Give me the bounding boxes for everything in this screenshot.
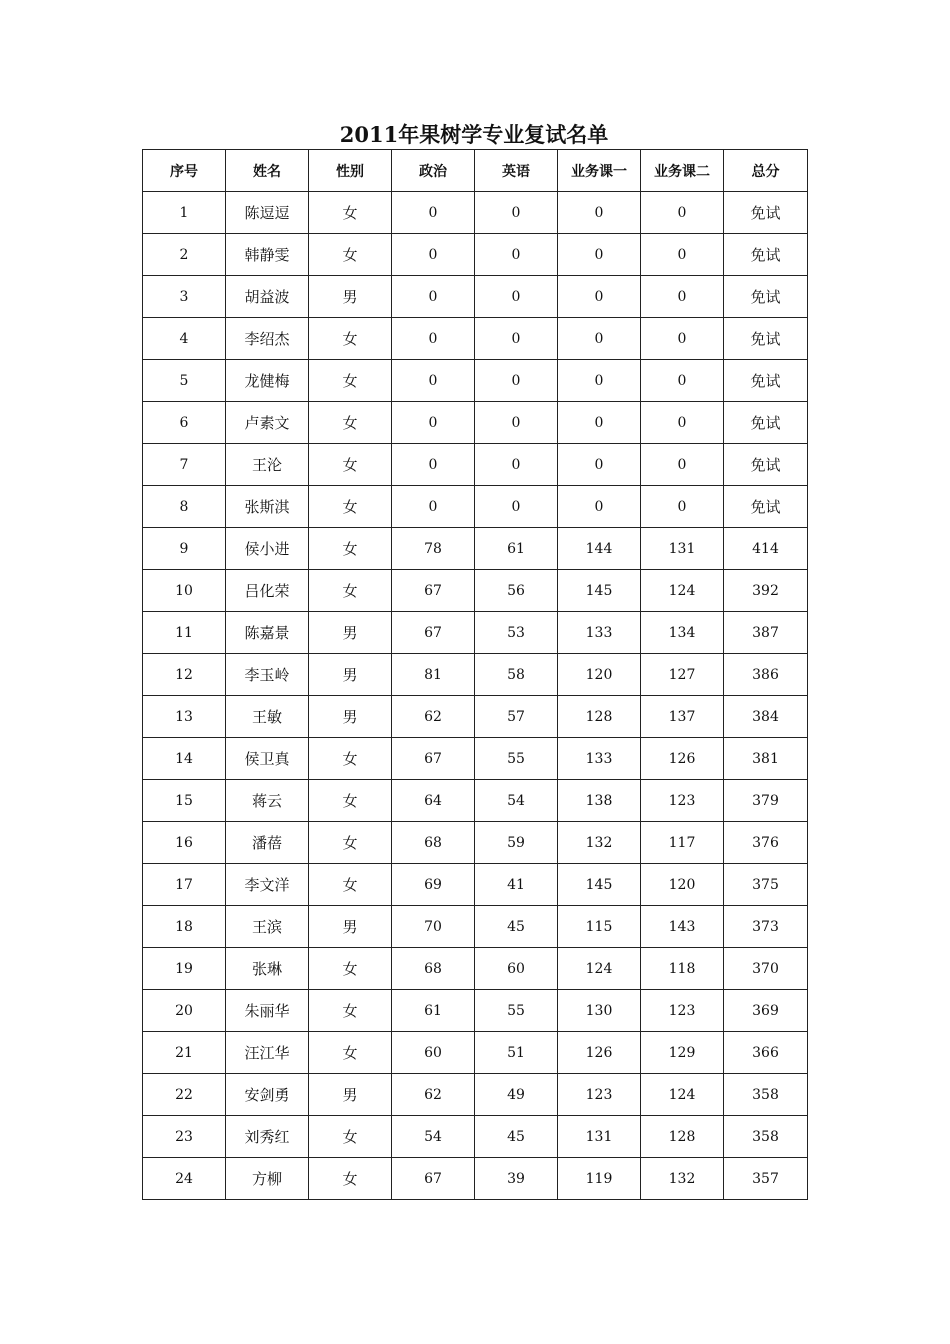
cell-english: 61 <box>475 528 558 570</box>
cell-gender: 男 <box>309 612 392 654</box>
cell-total: 免试 <box>724 234 808 276</box>
cell-politics: 0 <box>392 234 475 276</box>
cell-english: 0 <box>475 318 558 360</box>
cell-course-two: 120 <box>641 864 724 906</box>
cell-name: 汪江华 <box>226 1032 309 1074</box>
cell-name: 李绍杰 <box>226 318 309 360</box>
cell-gender: 男 <box>309 276 392 318</box>
cell-total: 免试 <box>724 276 808 318</box>
cell-seq: 14 <box>143 738 226 780</box>
table-row <box>143 1116 808 1158</box>
cell-politics: 60 <box>392 1032 475 1074</box>
cell-seq: 3 <box>143 276 226 318</box>
cell-course-one: 131 <box>558 1116 641 1158</box>
cell-total: 384 <box>724 696 808 738</box>
cell-gender: 女 <box>309 444 392 486</box>
cell-course-two: 132 <box>641 1158 724 1200</box>
cell-seq: 13 <box>143 696 226 738</box>
cell-politics: 0 <box>392 276 475 318</box>
cell-course-one: 0 <box>558 318 641 360</box>
cell-course-two: 0 <box>641 318 724 360</box>
cell-course-one: 0 <box>558 276 641 318</box>
cell-gender: 女 <box>309 822 392 864</box>
header-course-one: 业务课一 <box>558 150 641 192</box>
table-row <box>143 1158 808 1200</box>
table-row <box>143 444 808 486</box>
cell-english: 55 <box>475 738 558 780</box>
cell-politics: 78 <box>392 528 475 570</box>
cell-course-two: 0 <box>641 402 724 444</box>
table-row <box>143 654 808 696</box>
table-row <box>143 360 808 402</box>
cell-gender: 女 <box>309 486 392 528</box>
cell-total: 379 <box>724 780 808 822</box>
cell-seq: 21 <box>143 1032 226 1074</box>
cell-total: 358 <box>724 1074 808 1116</box>
cell-english: 0 <box>475 360 558 402</box>
cell-total: 免试 <box>724 402 808 444</box>
cell-name: 侯卫真 <box>226 738 309 780</box>
cell-english: 39 <box>475 1158 558 1200</box>
cell-seq: 7 <box>143 444 226 486</box>
table-row <box>143 486 808 528</box>
cell-course-two: 124 <box>641 1074 724 1116</box>
cell-course-two: 123 <box>641 990 724 1032</box>
header-politics: 政治 <box>392 150 475 192</box>
cell-course-one: 123 <box>558 1074 641 1116</box>
cell-gender: 女 <box>309 1032 392 1074</box>
cell-english: 60 <box>475 948 558 990</box>
cell-total: 373 <box>724 906 808 948</box>
cell-seq: 20 <box>143 990 226 1032</box>
cell-english: 41 <box>475 864 558 906</box>
cell-total: 392 <box>724 570 808 612</box>
cell-english: 58 <box>475 654 558 696</box>
cell-politics: 0 <box>392 444 475 486</box>
cell-total: 376 <box>724 822 808 864</box>
table-row <box>143 234 808 276</box>
cell-name: 方柳 <box>226 1158 309 1200</box>
header-name: 姓名 <box>226 150 309 192</box>
cell-english: 0 <box>475 192 558 234</box>
table-row <box>143 696 808 738</box>
cell-course-one: 132 <box>558 822 641 864</box>
cell-course-one: 133 <box>558 738 641 780</box>
cell-course-two: 126 <box>641 738 724 780</box>
cell-name: 安剑勇 <box>226 1074 309 1116</box>
cell-course-one: 124 <box>558 948 641 990</box>
cell-seq: 16 <box>143 822 226 864</box>
cell-name: 王敏 <box>226 696 309 738</box>
cell-course-one: 0 <box>558 360 641 402</box>
cell-course-one: 115 <box>558 906 641 948</box>
cell-politics: 62 <box>392 696 475 738</box>
cell-course-one: 130 <box>558 990 641 1032</box>
cell-gender: 女 <box>309 318 392 360</box>
cell-course-two: 0 <box>641 276 724 318</box>
table-row <box>143 192 808 234</box>
cell-course-two: 129 <box>641 1032 724 1074</box>
cell-course-two: 118 <box>641 948 724 990</box>
cell-english: 53 <box>475 612 558 654</box>
cell-seq: 19 <box>143 948 226 990</box>
cell-english: 56 <box>475 570 558 612</box>
cell-seq: 1 <box>143 192 226 234</box>
cell-course-one: 145 <box>558 570 641 612</box>
cell-total: 357 <box>724 1158 808 1200</box>
cell-name: 吕化荣 <box>226 570 309 612</box>
cell-name: 王沦 <box>226 444 309 486</box>
cell-politics: 67 <box>392 612 475 654</box>
table-row <box>143 402 808 444</box>
cell-course-one: 126 <box>558 1032 641 1074</box>
table-row <box>143 276 808 318</box>
table-row <box>143 570 808 612</box>
cell-gender: 女 <box>309 528 392 570</box>
cell-total: 免试 <box>724 318 808 360</box>
cell-total: 免试 <box>724 444 808 486</box>
cell-name: 潘蓓 <box>226 822 309 864</box>
cell-name: 张琳 <box>226 948 309 990</box>
table-body <box>143 192 808 1200</box>
cell-total: 414 <box>724 528 808 570</box>
cell-name: 陈逗逗 <box>226 192 309 234</box>
cell-gender: 女 <box>309 990 392 1032</box>
cell-course-one: 0 <box>558 402 641 444</box>
cell-gender: 女 <box>309 948 392 990</box>
header-total: 总分 <box>724 150 808 192</box>
cell-course-two: 0 <box>641 192 724 234</box>
cell-course-one: 0 <box>558 192 641 234</box>
cell-course-one: 0 <box>558 444 641 486</box>
cell-course-two: 127 <box>641 654 724 696</box>
cell-total: 358 <box>724 1116 808 1158</box>
header-gender: 性别 <box>309 150 392 192</box>
cell-politics: 81 <box>392 654 475 696</box>
cell-gender: 女 <box>309 570 392 612</box>
cell-gender: 男 <box>309 696 392 738</box>
cell-gender: 女 <box>309 780 392 822</box>
cell-politics: 54 <box>392 1116 475 1158</box>
cell-course-one: 138 <box>558 780 641 822</box>
cell-course-two: 128 <box>641 1116 724 1158</box>
cell-english: 0 <box>475 402 558 444</box>
cell-name: 张斯淇 <box>226 486 309 528</box>
cell-course-two: 124 <box>641 570 724 612</box>
table-row <box>143 528 808 570</box>
cell-politics: 62 <box>392 1074 475 1116</box>
cell-total: 免试 <box>724 192 808 234</box>
cell-seq: 22 <box>143 1074 226 1116</box>
cell-politics: 67 <box>392 738 475 780</box>
table-row <box>143 612 808 654</box>
cell-english: 51 <box>475 1032 558 1074</box>
table-row <box>143 738 808 780</box>
cell-seq: 17 <box>143 864 226 906</box>
cell-english: 49 <box>475 1074 558 1116</box>
cell-course-one: 144 <box>558 528 641 570</box>
cell-seq: 2 <box>143 234 226 276</box>
cell-course-two: 137 <box>641 696 724 738</box>
cell-course-one: 145 <box>558 864 641 906</box>
cell-total: 370 <box>724 948 808 990</box>
cell-course-one: 0 <box>558 486 641 528</box>
cell-gender: 女 <box>309 864 392 906</box>
header-seq: 序号 <box>143 150 226 192</box>
cell-gender: 女 <box>309 738 392 780</box>
cell-politics: 0 <box>392 486 475 528</box>
cell-course-two: 123 <box>641 780 724 822</box>
cell-name: 刘秀红 <box>226 1116 309 1158</box>
cell-course-two: 0 <box>641 234 724 276</box>
cell-name: 卢素文 <box>226 402 309 444</box>
table-row <box>143 906 808 948</box>
cell-name: 李文洋 <box>226 864 309 906</box>
cell-politics: 61 <box>392 990 475 1032</box>
table-row <box>143 1032 808 1074</box>
cell-total: 366 <box>724 1032 808 1074</box>
table-row <box>143 822 808 864</box>
cell-course-two: 0 <box>641 444 724 486</box>
cell-politics: 0 <box>392 360 475 402</box>
cell-politics: 0 <box>392 402 475 444</box>
cell-course-two: 0 <box>641 486 724 528</box>
cell-english: 54 <box>475 780 558 822</box>
cell-english: 57 <box>475 696 558 738</box>
cell-seq: 18 <box>143 906 226 948</box>
cell-english: 0 <box>475 444 558 486</box>
header-english: 英语 <box>475 150 558 192</box>
retest-roster-table <box>142 149 808 1200</box>
cell-total: 375 <box>724 864 808 906</box>
cell-total: 387 <box>724 612 808 654</box>
cell-gender: 女 <box>309 234 392 276</box>
table-row <box>143 990 808 1032</box>
cell-politics: 69 <box>392 864 475 906</box>
cell-gender: 男 <box>309 654 392 696</box>
cell-seq: 10 <box>143 570 226 612</box>
cell-gender: 男 <box>309 1074 392 1116</box>
table-header-row <box>143 150 808 192</box>
cell-politics: 70 <box>392 906 475 948</box>
cell-course-one: 0 <box>558 234 641 276</box>
cell-politics: 68 <box>392 948 475 990</box>
cell-politics: 64 <box>392 780 475 822</box>
cell-name: 侯小进 <box>226 528 309 570</box>
cell-seq: 12 <box>143 654 226 696</box>
cell-politics: 0 <box>392 192 475 234</box>
cell-course-two: 131 <box>641 528 724 570</box>
cell-politics: 68 <box>392 822 475 864</box>
table-row <box>143 864 808 906</box>
cell-politics: 67 <box>392 1158 475 1200</box>
table-row <box>143 318 808 360</box>
cell-english: 0 <box>475 486 558 528</box>
cell-total: 381 <box>724 738 808 780</box>
cell-english: 55 <box>475 990 558 1032</box>
cell-course-two: 117 <box>641 822 724 864</box>
cell-name: 韩静雯 <box>226 234 309 276</box>
cell-english: 45 <box>475 1116 558 1158</box>
cell-total: 免试 <box>724 360 808 402</box>
cell-english: 0 <box>475 276 558 318</box>
cell-gender: 女 <box>309 1158 392 1200</box>
cell-course-one: 128 <box>558 696 641 738</box>
cell-seq: 15 <box>143 780 226 822</box>
cell-politics: 0 <box>392 318 475 360</box>
table-row <box>143 948 808 990</box>
cell-english: 45 <box>475 906 558 948</box>
cell-course-two: 134 <box>641 612 724 654</box>
cell-name: 胡益波 <box>226 276 309 318</box>
cell-gender: 女 <box>309 192 392 234</box>
cell-total: 386 <box>724 654 808 696</box>
cell-gender: 女 <box>309 1116 392 1158</box>
cell-gender: 男 <box>309 906 392 948</box>
cell-name: 龙健梅 <box>226 360 309 402</box>
cell-seq: 11 <box>143 612 226 654</box>
cell-gender: 女 <box>309 360 392 402</box>
cell-seq: 23 <box>143 1116 226 1158</box>
document-title: 2011年果树学专业复试名单 <box>339 122 609 147</box>
cell-course-two: 0 <box>641 360 724 402</box>
cell-seq: 5 <box>143 360 226 402</box>
cell-english: 59 <box>475 822 558 864</box>
cell-seq: 4 <box>143 318 226 360</box>
cell-course-one: 119 <box>558 1158 641 1200</box>
cell-english: 0 <box>475 234 558 276</box>
cell-seq: 6 <box>143 402 226 444</box>
cell-name: 蒋云 <box>226 780 309 822</box>
cell-name: 朱丽华 <box>226 990 309 1032</box>
cell-politics: 67 <box>392 570 475 612</box>
cell-name: 李玉岭 <box>226 654 309 696</box>
cell-total: 免试 <box>724 486 808 528</box>
cell-name: 陈嘉景 <box>226 612 309 654</box>
cell-seq: 8 <box>143 486 226 528</box>
cell-name: 王滨 <box>226 906 309 948</box>
table-row <box>143 1074 808 1116</box>
cell-gender: 女 <box>309 402 392 444</box>
table-row <box>143 780 808 822</box>
cell-course-two: 143 <box>641 906 724 948</box>
cell-seq: 24 <box>143 1158 226 1200</box>
cell-total: 369 <box>724 990 808 1032</box>
cell-seq: 9 <box>143 528 226 570</box>
cell-course-one: 120 <box>558 654 641 696</box>
cell-course-one: 133 <box>558 612 641 654</box>
header-course-two: 业务课二 <box>641 150 724 192</box>
